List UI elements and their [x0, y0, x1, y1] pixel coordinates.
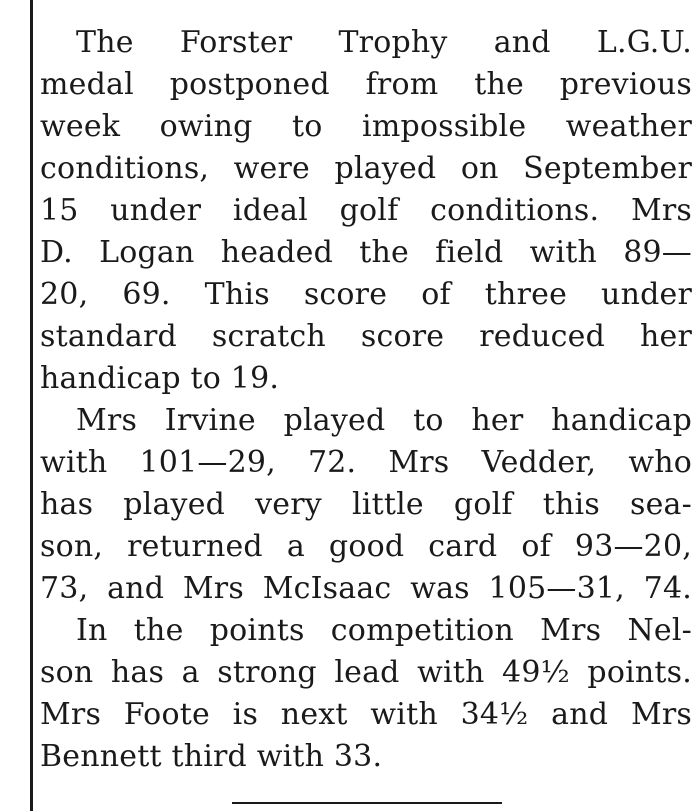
- paragraph-1-line-1: The Forster Trophy and L.G.U.: [76, 25, 692, 60]
- paragraph-1-line-8: standard scratch score reduced her: [40, 319, 692, 354]
- paragraph-1-line-9: handicap to 19.: [40, 361, 280, 396]
- paragraph-2-line-1: Mrs Irvine played to her handicap: [76, 403, 692, 438]
- paragraph-1-line-6: D. Logan headed the field with 89—: [40, 235, 692, 270]
- paragraph-2-line-4: son, returned a good card of 93—20,: [40, 529, 692, 564]
- paragraph-3-line-1: In the points competition Mrs Nel-: [76, 613, 692, 648]
- paragraph-3-line-4: Bennett third with 33.: [40, 739, 383, 774]
- column-rule: [30, 0, 33, 811]
- paragraph-1-line-2: medal postponed from the previous: [40, 67, 692, 102]
- paragraph-1-line-3: week owing to impossible weather: [40, 109, 692, 144]
- paragraph-2-line-2: with 101—29, 72. Mrs Vedder, who: [40, 445, 692, 480]
- paragraph-2-line-5: 73, and Mrs McIsaac was 105—31, 74.: [40, 571, 692, 606]
- paragraph-3-line-3: Mrs Foote is next with 34½ and Mrs: [40, 697, 692, 732]
- article-body: [40, 22, 692, 778]
- closing-rule: [232, 802, 502, 804]
- paragraph-2-line-3: has played very little golf this sea-: [40, 487, 692, 522]
- paragraph-3-line-2: son has a strong lead with 49½ points.: [40, 655, 692, 690]
- paragraph-1-line-7: 20, 69. This score of three under: [40, 277, 692, 312]
- paragraph-1-line-4: conditions, were played on September: [40, 151, 692, 186]
- paragraph-1-line-5: 15 under ideal golf conditions. Mrs: [40, 193, 692, 228]
